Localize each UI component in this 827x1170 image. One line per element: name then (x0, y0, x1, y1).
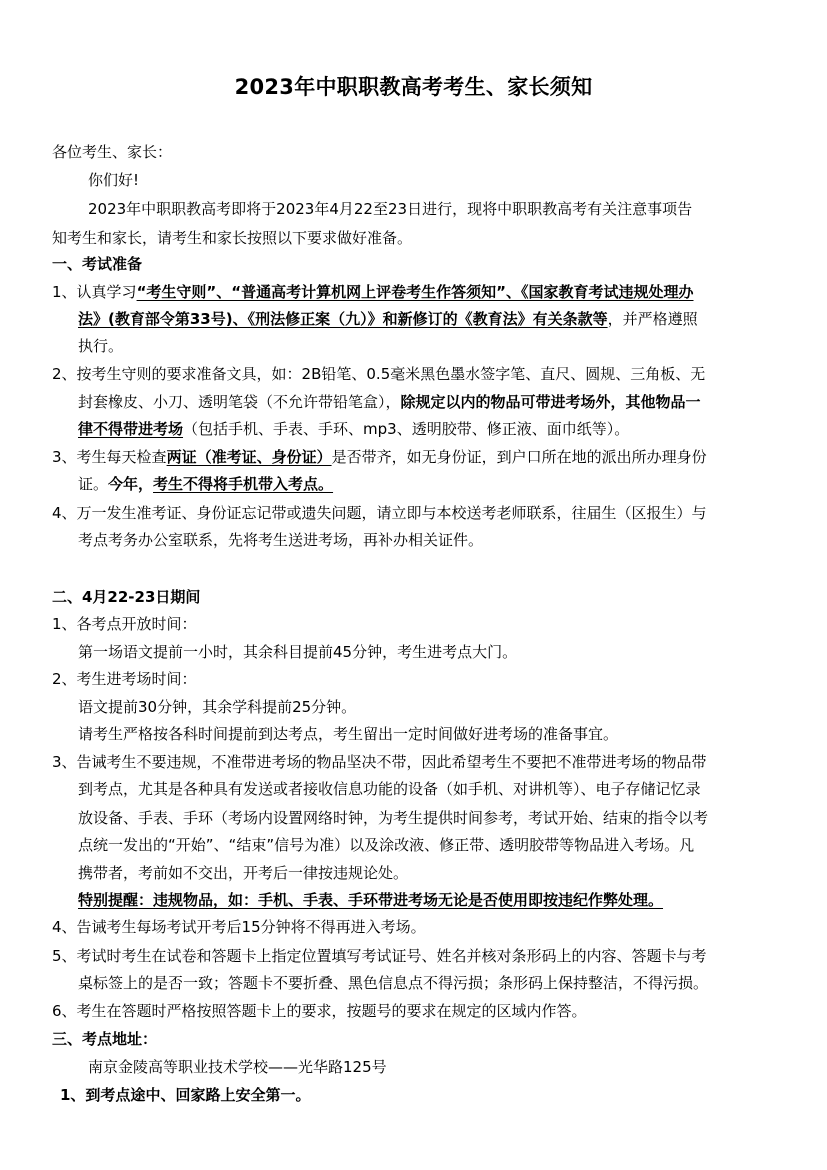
s1-item2-line3 (78, 419, 629, 439)
s1-item4-num: 4、 (52, 504, 77, 522)
s2-item5-line1 (52, 946, 707, 966)
section-2-heading: 二、4月22-23日期间 (52, 588, 201, 606)
s1-item1-emph2: 法》(教育部令第33号)、《刑法修正案（九）》和新修订的《教育法》有关条款等 (78, 310, 608, 328)
s1-item1-line3: 执行。 (78, 337, 124, 355)
s1-item1-num: 1、 (52, 283, 77, 301)
s3-item1: 1、到考点途中、回家路上安全第一。 (60, 1086, 311, 1104)
s2-item1-line1 (52, 614, 197, 634)
s2-item6-text1: 考生在答题时严格按照答题卡上的要求，按题号的要求在规定的区域内作答。 (76, 1002, 587, 1020)
s1-item3-emph2: 今年， (108, 475, 154, 493)
s1-item1-pre: 认真学习 (76, 283, 137, 301)
s1-item2-line1 (52, 364, 705, 384)
s2-item3-num: 3、 (52, 753, 77, 771)
s1-item3-num: 3、 (52, 448, 77, 466)
s2-item6-num: 6、 (52, 1002, 77, 1020)
s1-item3-emph3: 考生不得将手机带入考点。 (153, 475, 334, 493)
s1-item1-emph1: “考生守则”、“普通高考计算机网上评卷考生作答须知”、《国家教育考试违规处理办 (136, 283, 694, 301)
s2-item2-num: 2、 (52, 670, 77, 688)
s1-item4-text1: 万一发生准考证、身份证忘记带或遗失问题，请立即与本校送考老师联系，往届生（区报生）与 (76, 504, 707, 522)
s1-item3-line1 (52, 447, 707, 467)
s2-item3-text1: 告诫考生不要违规，不准带进考场的物品坚决不带，因此希望考生不要把不准带进考场的物品带 (76, 753, 707, 771)
s2-item1-num: 1、 (52, 615, 77, 633)
s1-item2-emph1: 除规定以内的物品可带进考场外，其他物品一 (400, 393, 701, 411)
intro-line-2: 知考生和家长，请考生和家长按照以下要求做好准备。 (52, 229, 413, 247)
s2-item3-line5: 携带者，考前如不交出，开考后一律按违规论处。 (78, 864, 409, 882)
s1-item3-emph1: 两证（准考证、身份证） (166, 448, 332, 466)
s1-item1-post: ，并严格遵照 (607, 310, 698, 328)
s2-item3-special-reminder: 特别提醒：违规物品，如：手机、手表、手环带进考场无论是否使用即按违纪作弊处理。 (78, 891, 664, 909)
s2-item1-line2: 第一场语文提前一小时，其余科目提前45分钟，考生进考点大门。 (78, 643, 518, 661)
s2-item4-text1: 告诫考生每场考试开考后15分钟将不得再进入考场。 (76, 918, 426, 936)
s2-item4-num: 4、 (52, 918, 77, 936)
s2-item3-line4: 点统一发出的“开始”、“结束”信号为准）以及涂改液、修正带、透明胶带等物品进入考场。凡 (78, 836, 695, 854)
hello: 你们好! (88, 171, 140, 189)
s1-item1-line2 (78, 309, 698, 329)
s2-item3-line1 (52, 752, 707, 772)
intro-line-1: 2023年中职职教高考即将于2023年4月22至23日进行，现将中职职教高考有关注意事项告 (88, 200, 693, 218)
exam-site-address: 南京金陵高等职业技术学校——光华路125号 (88, 1058, 387, 1076)
s2-item5-num: 5、 (52, 947, 77, 965)
greeting: 各位考生、家长： (52, 143, 173, 161)
s1-item1-line1 (52, 282, 694, 302)
s2-item2-line1 (52, 669, 197, 689)
document-title: 2023年中职职教高考考生、家长须知 (234, 75, 593, 99)
s1-item3-line2 (78, 474, 333, 494)
s1-item2-line2 (78, 392, 701, 412)
s2-item1-text1: 各考点开放时间： (76, 615, 197, 633)
s2-item2-line3: 请考生严格按各科时间提前到达考点，考生留出一定时间做好进考场的准备事宜。 (78, 725, 619, 743)
s2-item5-text1: 考试时考生在试卷和答题卡上指定位置填写考试证号、姓名并核对条形码上的内容、答题卡与考 (76, 947, 707, 965)
s1-item3-post: 是否带齐，如无身份证，到户口所在地的派出所办理身份 (331, 448, 707, 466)
s1-item2-text3: （包括手机、手表、手环、mp3、透明胶带、修正液、面巾纸等）。 (183, 420, 630, 438)
s2-item3-line2: 到考点，尤其是各种具有发送或者接收信息功能的设备（如手机、对讲机等）、电子存储记忆录 (78, 780, 701, 798)
s1-item2-num: 2、 (52, 365, 77, 383)
s1-item2-text1: 按考生守则的要求准备文具，如：2B铅笔、0.5毫米黑色墨水签字笔、直尺、圆规、三角板、无 (76, 365, 706, 383)
s2-item4-line1 (52, 917, 426, 937)
s2-item2-line2: 语文提前30分钟，其余学科提前25分钟。 (78, 698, 357, 716)
s2-item3-line3: 放设备、手表、手环（考场内设置网络时钟，为考生提供时间参考，考试开始、结束的指令以考 (78, 809, 709, 827)
s1-item3-pre: 考生每天检查 (76, 448, 167, 466)
s2-item5-line2: 桌标签上的是否一致；答题卡不要折叠、黑色信息点不得污损；条形码上保持整洁，不得污损。 (78, 974, 709, 992)
s1-item4-line2: 考点考务办公室联系，先将考生送进考场，再补办相关证件。 (78, 531, 484, 549)
s1-item3-l2pre: 证。 (78, 475, 109, 493)
s2-item2-text1: 考生进考场时间： (76, 670, 197, 688)
section-3-heading: 三、考点地址： (52, 1030, 158, 1048)
s1-item2-emph2: 律不得带进考场 (78, 420, 184, 438)
s1-item2-text2: 封套橡皮、小刀、透明笔袋（不允许带铅笔盒）， (78, 393, 401, 411)
s2-item6-line1 (52, 1001, 587, 1021)
s1-item4-line1 (52, 503, 707, 523)
section-1-heading: 一、考试准备 (52, 255, 143, 273)
